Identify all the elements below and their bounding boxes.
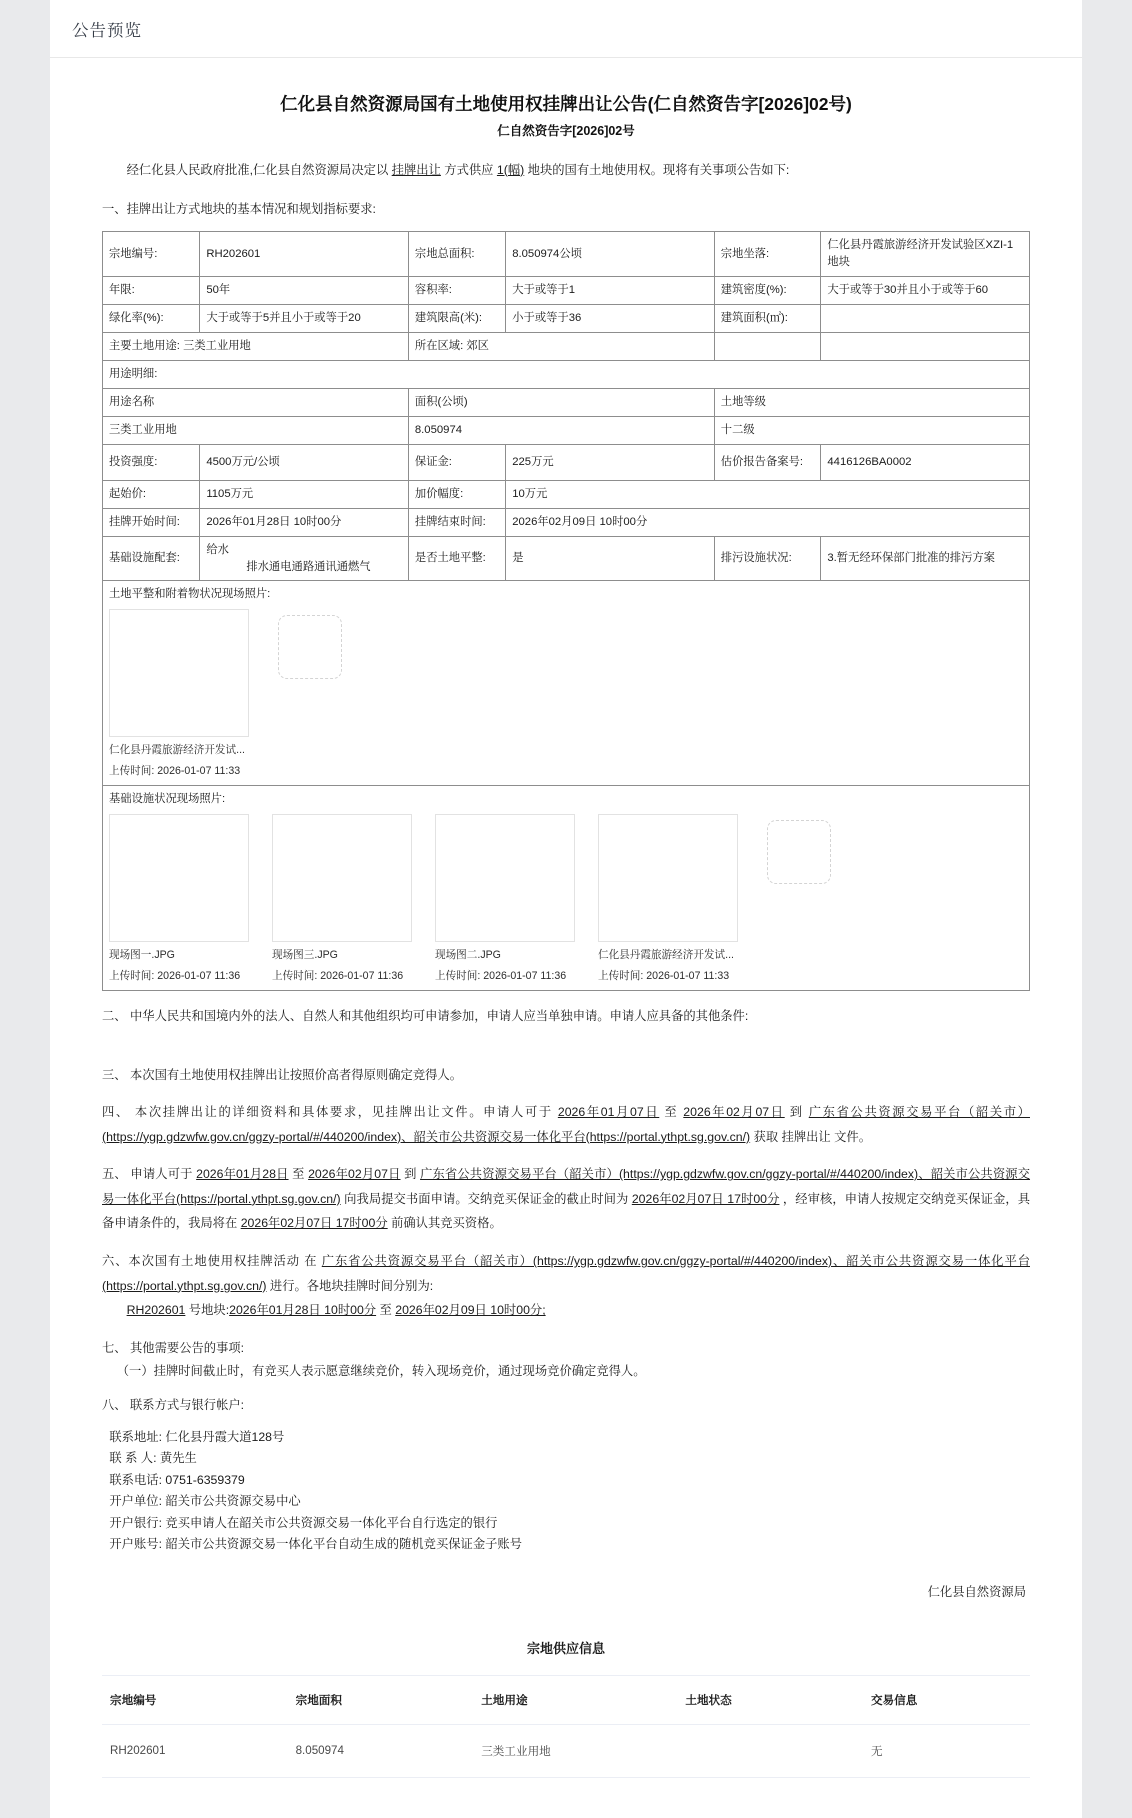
document-subtitle: 仁自然资告字[2026]02号 xyxy=(497,123,635,138)
account-bank-label: 开户银行: xyxy=(109,1515,162,1530)
upload-time-value: 2026-01-07 11:36 xyxy=(320,970,404,983)
photo-caption: 现场图一.JPG xyxy=(109,949,175,962)
clause-5-date-4: 2026年02月07日 17时00分 xyxy=(240,1216,388,1231)
listing-end-value: 2026年02月09日 10时00分 xyxy=(506,508,1030,536)
start-price-value: 1105万元 xyxy=(200,480,409,508)
photo-item-broken[interactable] xyxy=(272,609,435,737)
clause-5-text-3: 到 xyxy=(400,1167,421,1182)
investment-value: 4500万元/公顷 xyxy=(200,444,409,480)
main-use-label: 主要土地用途: xyxy=(109,339,180,352)
increment-value: 10万元 xyxy=(506,480,1030,508)
photo-item[interactable] xyxy=(272,814,435,985)
infra-line-2: 排水通电通路通讯通燃气 xyxy=(246,560,371,573)
contact-person-label: 联 系 人: xyxy=(109,1451,157,1466)
height-limit-label: 建筑限高(米): xyxy=(408,305,505,333)
cell-parcel-area: 8.050974 xyxy=(288,1724,474,1777)
upload-time-label: 上传时间: xyxy=(272,970,318,983)
contact-phone-label: 联系电话: xyxy=(109,1472,162,1487)
table-row xyxy=(103,305,1030,333)
intro-text-post: 地块的国有土地使用权。现将有关事项公告如下: xyxy=(524,162,790,177)
building-area-label: 建筑面积(㎡): xyxy=(714,305,821,333)
contact-address-value: 仁化县丹霞大道128号 xyxy=(165,1429,285,1444)
clause-5-text-5: ，经审核，申请人按规定交纳竞买保证金，具备申请条件的，我局将在 xyxy=(102,1191,1031,1231)
photo-item[interactable] xyxy=(435,814,598,985)
photo-upload-time xyxy=(109,764,272,780)
supply-info-table xyxy=(102,1675,1030,1778)
clause-8: 八、 联系方式与银行帐户: xyxy=(102,1398,245,1413)
account-number xyxy=(102,1534,1030,1556)
photo-frame[interactable] xyxy=(109,609,249,737)
use-detail-label: 用途明细: xyxy=(103,360,1030,388)
clause-6-date-1: 2026年01月28日 10时00分 xyxy=(229,1303,377,1318)
col-land-status: 土地状态 xyxy=(677,1675,863,1724)
listing-start-value: 2026年01月28日 10时00分 xyxy=(200,508,409,536)
upload-time-value: 2026-01-07 11:36 xyxy=(483,970,567,983)
account-bank-value: 竞买申请人在韶关市公共资源交易一体化平台自行选定的银行 xyxy=(165,1515,498,1530)
listing-end-label: 挂牌结束时间: xyxy=(408,508,505,536)
broken-image-icon xyxy=(767,820,831,884)
upload-time-value: 2026-01-07 11:33 xyxy=(646,970,730,983)
account-bank xyxy=(102,1513,1030,1535)
upload-time-label: 上传时间: xyxy=(109,970,155,983)
document-title: 仁化县自然资源局国有土地使用权挂牌出让公告(仁自然资告字[2026]02号) xyxy=(280,94,852,114)
photo-caption: 现场图三.JPG xyxy=(272,949,338,962)
land-photos-row xyxy=(109,609,1023,780)
infra-photos-row xyxy=(109,814,1023,985)
clause-4-date-2: 2026年02月07日 xyxy=(683,1105,785,1120)
account-number-label: 开户账号: xyxy=(109,1537,162,1552)
photo-upload-time xyxy=(272,969,435,985)
clause-6-date-2: 2026年02月09日 10时00分; xyxy=(395,1303,546,1318)
clause-5-text-4: 向我局提交书面申请。交纳竞买保证金的截止时间为 xyxy=(340,1191,632,1206)
account-unit-value: 韶关市公共资源交易中心 xyxy=(165,1494,301,1509)
table-row xyxy=(103,508,1030,536)
supply-info-title: 宗地供应信息 xyxy=(526,1640,605,1656)
intro-paragraph xyxy=(102,159,1030,182)
clause-7: 七、 其他需要公告的事项: xyxy=(102,1340,245,1355)
photo-frame[interactable] xyxy=(109,814,249,942)
clause-6-text-1: 六、本次国有土地使用权挂牌活动 在 xyxy=(102,1254,322,1269)
clause-5 xyxy=(102,1162,1030,1236)
infra-label: 基础设施配套: xyxy=(103,536,200,581)
region-cell xyxy=(408,332,714,360)
page-title: 公告预览 xyxy=(72,21,142,40)
clause-6-text-2: 进行。各地块挂牌时间分别为: xyxy=(266,1278,434,1293)
investment-label: 投资强度: xyxy=(103,444,200,480)
clause-4-platform-link[interactable]: 广东省公共资源交易平台（韶关市）(https://ygp.gdzwfw.gov.cn/ggzy-portal/#/440200/index)、韶关市公共资源交易一体化平台(https://portal.ythpt.sg.gov.cn/) xyxy=(102,1105,1030,1144)
contact-person-value: 黄先生 xyxy=(159,1451,197,1466)
contact-address xyxy=(102,1427,1030,1449)
clause-2: 二、 中华人民共和国境内外的法人、自然人和其他组织均可申请参加，申请人应当单独申请。申请人应具备的其他条件: xyxy=(102,1008,749,1023)
clause-5-date-3: 2026年02月07日 17时00分 xyxy=(631,1191,780,1206)
clause-4-text-3: 到 xyxy=(784,1105,809,1120)
account-number-value: 韶关市公共资源交易一体化平台自动生成的随机竞买保证金子账号 xyxy=(165,1537,523,1552)
land-grade-header: 土地等级 xyxy=(714,388,1029,416)
clause-4 xyxy=(102,1100,1030,1149)
leveling-label: 是否土地平整: xyxy=(408,536,505,581)
clause-5-text-6: 前确认其竞买资格。 xyxy=(387,1216,502,1231)
infra-photos-label: 基础设施状况现场照片: xyxy=(109,793,226,806)
table-row xyxy=(103,388,1030,416)
table-row xyxy=(103,480,1030,508)
clause-5-text-2: 至 xyxy=(288,1167,309,1182)
sewage-label: 排污设施状况: xyxy=(714,536,821,581)
density-label: 建筑密度(%): xyxy=(714,277,821,305)
total-area-label: 宗地总面积: xyxy=(408,232,505,277)
photo-upload-time xyxy=(435,969,598,985)
cell-land-status xyxy=(677,1724,863,1777)
use-name-header: 用途名称 xyxy=(103,388,409,416)
clause-4-text-4: 获取 挂牌出让 文件。 xyxy=(750,1129,872,1144)
cell-deal-info: 无 xyxy=(863,1724,1030,1777)
region-spacer-2 xyxy=(821,332,1030,360)
preview-header xyxy=(50,0,1082,58)
clause-7-sub-1: （一）挂牌时间截止时，有竞买人表示愿意继续竞价，转入现场竞价，通过现场竞价确定竞得人。 xyxy=(116,1364,646,1379)
clause-6-platform-link[interactable]: 广东省公共资源交易平台（韶关市）(https://ygp.gdzwfw.gov.cn/ggzy-portal/#/440200/index)、韶关市公共资源交易一体化平台(https://portal.ythpt.sg.gov.cn/) xyxy=(102,1254,1030,1293)
announcement-preview-page xyxy=(50,0,1082,1818)
section-1-heading: 一、挂牌出让方式地块的基本情况和规划指标要求: xyxy=(102,201,376,216)
clause-6-parcel-no: RH202601 xyxy=(126,1303,186,1318)
table-row-land-photos xyxy=(103,581,1030,786)
table-row-infra-photos xyxy=(103,786,1030,991)
far-value: 大于或等于1 xyxy=(506,277,715,305)
photo-caption: 仁化县丹霞旅游经济开发试... xyxy=(109,744,245,757)
document-body xyxy=(50,58,1082,1778)
clause-5-text-1: 五、 申请人可于 xyxy=(102,1167,197,1182)
listing-start-label: 挂牌开始时间: xyxy=(103,508,200,536)
photo-upload-time xyxy=(109,969,272,985)
start-price-label: 起始价: xyxy=(103,480,200,508)
far-label: 容积率: xyxy=(408,277,505,305)
main-use-cell xyxy=(103,332,409,360)
table-row xyxy=(103,536,1030,581)
photo-upload-time xyxy=(598,969,761,985)
photo-frame[interactable] xyxy=(435,814,575,942)
photo-item[interactable] xyxy=(109,609,272,780)
deposit-label: 保证金: xyxy=(408,444,505,480)
clause-5-date-2: 2026年02月07日 xyxy=(308,1167,401,1182)
photo-frame[interactable] xyxy=(272,814,412,942)
parcel-no-value: RH202601 xyxy=(200,232,409,277)
appraisal-value: 4416126BA0002 xyxy=(821,444,1030,480)
building-area-value xyxy=(821,305,1030,333)
photo-caption: 现场图二.JPG xyxy=(435,949,501,962)
upload-time-value: 2026-01-07 11:36 xyxy=(157,970,241,983)
table-row xyxy=(103,277,1030,305)
table-row xyxy=(103,332,1030,360)
intro-text-mid: 方式供应 xyxy=(440,162,497,177)
contact-person xyxy=(102,1448,1030,1470)
infra-value xyxy=(200,536,409,581)
photo-item-broken[interactable] xyxy=(761,814,924,942)
cell-parcel-no: RH202601 xyxy=(102,1724,288,1777)
table-row xyxy=(103,232,1030,277)
broken-image-icon xyxy=(278,615,342,679)
parcel-no-label: 宗地编号: xyxy=(103,232,200,277)
sewage-value: 3.暂无经环保部门批准的排污方案 xyxy=(821,536,1030,581)
table-row xyxy=(103,360,1030,388)
col-parcel-area: 宗地面积 xyxy=(288,1675,474,1724)
green-rate-value: 大于或等于5并且小于或等于20 xyxy=(200,305,409,333)
issuing-authority: 仁化县自然资源局 xyxy=(927,1584,1026,1599)
height-limit-value: 小于或等于36 xyxy=(506,305,715,333)
green-rate-label: 绿化率(%): xyxy=(103,305,200,333)
broken-photo-frame[interactable] xyxy=(761,814,901,942)
increment-label: 加价幅度: xyxy=(408,480,505,508)
term-label: 年限: xyxy=(103,277,200,305)
region-spacer-1 xyxy=(714,332,821,360)
clause-6-text-4: 至 xyxy=(376,1303,396,1318)
account-unit xyxy=(102,1491,1030,1513)
upload-time-label: 上传时间: xyxy=(598,970,644,983)
main-use-value: 三类工业用地 xyxy=(183,339,251,352)
clause-4-text-2: 至 xyxy=(659,1105,684,1120)
photo-item[interactable] xyxy=(109,814,272,985)
leveling-value: 是 xyxy=(506,536,715,581)
clause-4-date-1: 2026年01月07日 xyxy=(557,1105,660,1120)
intro-count: 1(幅) xyxy=(496,162,525,177)
table-row xyxy=(103,444,1030,480)
use-name-value: 三类工业用地 xyxy=(103,416,409,444)
contact-address-label: 联系地址: xyxy=(109,1429,162,1444)
use-area-header: 面积(公顷) xyxy=(408,388,714,416)
clause-6 xyxy=(102,1249,1030,1323)
density-value: 大于或等于30并且小于或等于60 xyxy=(821,277,1030,305)
contact-phone xyxy=(102,1470,1030,1492)
parcel-info-table xyxy=(102,231,1030,991)
table-row xyxy=(102,1724,1030,1777)
clause-3: 三、 本次国有土地使用权挂牌出让按照价高者得原则确定竞得人。 xyxy=(102,1067,463,1082)
clause-6-text-3: 号地块: xyxy=(185,1303,230,1318)
col-land-use: 土地用途 xyxy=(473,1675,677,1724)
appraisal-label: 估价报告备案号: xyxy=(714,444,821,480)
table-header-row xyxy=(102,1675,1030,1724)
cell-land-use: 三类工业用地 xyxy=(473,1724,677,1777)
contact-phone-value: 0751-6359379 xyxy=(165,1472,245,1487)
photo-item[interactable] xyxy=(598,814,761,985)
region-value: 郊区 xyxy=(466,339,489,352)
total-area-value: 8.050974公顷 xyxy=(506,232,715,277)
photo-frame[interactable] xyxy=(598,814,738,942)
upload-time-label: 上传时间: xyxy=(109,765,155,778)
intro-text-pre: 经仁化县人民政府批准,仁化县自然资源局决定以 xyxy=(126,162,392,177)
location-label: 宗地坐落: xyxy=(714,232,821,277)
land-grade-value: 十二级 xyxy=(714,416,1029,444)
use-area-value: 8.050974 xyxy=(408,416,714,444)
broken-photo-frame[interactable] xyxy=(272,609,412,737)
location-value: 仁化县丹霞旅游经济开发试验区XZI-1地块 xyxy=(821,232,1030,277)
table-row xyxy=(103,416,1030,444)
land-photos-cell xyxy=(103,581,1030,786)
region-label: 所在区域: xyxy=(414,339,464,352)
infra-line-1: 给水 xyxy=(206,543,229,556)
deposit-value: 225万元 xyxy=(506,444,715,480)
intro-method: 挂牌出让 xyxy=(391,162,441,177)
col-parcel-no: 宗地编号 xyxy=(102,1675,288,1724)
land-photos-label: 土地平整和附着物状况现场照片: xyxy=(109,588,271,601)
col-deal-info: 交易信息 xyxy=(863,1675,1030,1724)
clause-5-date-1: 2026年01月28日 xyxy=(196,1167,289,1182)
photo-caption: 仁化县丹霞旅游经济开发试... xyxy=(598,949,734,962)
clause-4-text-1: 四、 本次挂牌出让的详细资料和具体要求，见挂牌出让文件。申请人可于 xyxy=(102,1105,558,1120)
clause-5-platform-link[interactable]: 广东省公共资源交易平台（韶关市）(https://ygp.gdzwfw.gov.cn/ggzy-portal/#/440200/index)、韶关市公共资源交易一体化平台(https://portal.ythpt.sg.gov.cn/) xyxy=(102,1167,1031,1206)
clause-6-parcel-line xyxy=(102,1303,546,1317)
upload-time-label: 上传时间: xyxy=(435,970,481,983)
upload-time-value: 2026-01-07 11:33 xyxy=(157,765,241,778)
account-unit-label: 开户单位: xyxy=(109,1494,162,1509)
term-value: 50年 xyxy=(200,277,409,305)
infra-photos-cell xyxy=(103,786,1030,991)
